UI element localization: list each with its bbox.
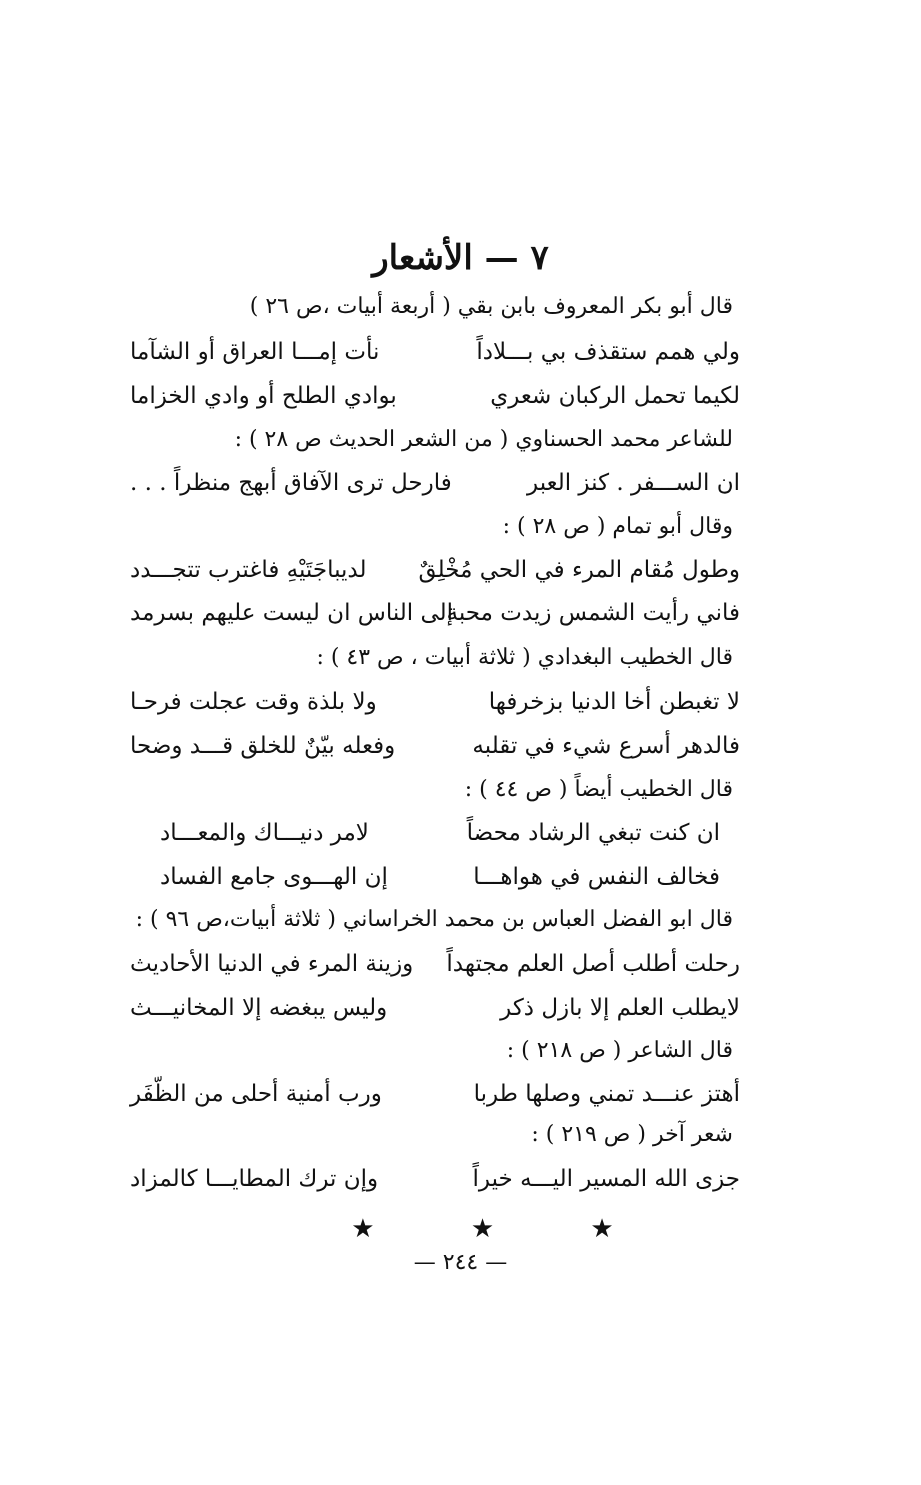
verse-first-hemistich: فخالف النفس في هواهـــا <box>473 864 720 890</box>
verse-second-hemistich: إلى الناس ان ليست عليهم بسرمد <box>130 600 454 626</box>
verse-line <box>130 689 740 725</box>
verse-line <box>130 339 740 375</box>
verse-second-hemistich: فارحل ترى الآفاق أبهج منظراً . . . <box>130 470 452 496</box>
verse-second-hemistich: لديباجَتَيْهِ فاغترب تتجـــدد <box>130 557 367 583</box>
verse-second-hemistich: إن الهـــوى جامع الفساد <box>160 864 388 890</box>
intro-line: قال الشاعر ( ص ٢١٨ ) : <box>506 1038 733 1063</box>
verse-second-hemistich: بوادي الطلح أو وادي الخزاما <box>130 383 397 409</box>
verse-first-hemistich: فالدهر أسرع شيء في تقلبه <box>472 733 740 759</box>
verse-first-hemistich: لا تغبطن أخا الدنيا بزخرفها <box>488 689 740 715</box>
verse-line <box>130 600 740 636</box>
verse-line <box>130 557 740 593</box>
verse-second-hemistich: وإن ترك المطايـــا كالمزاد <box>130 1166 379 1192</box>
verse-line <box>130 383 740 419</box>
verse-first-hemistich: ولي همم ستقذف بي بـــلاداً <box>476 339 740 365</box>
verse-line <box>160 820 720 856</box>
page-number: — ٢٤٤ — <box>413 1250 508 1275</box>
intro-line: قال الخطيب أيضاً ( ص ٤٤ ) : <box>464 777 733 802</box>
verse-first-hemistich: لايطلب العلم إلا بازل ذكر <box>500 995 740 1021</box>
verse-second-hemistich: نأت إمـــا العراق أو الشآما <box>130 339 380 365</box>
section-heading: ٧ — الأشعار <box>372 238 549 278</box>
intro-line: للشاعر محمد الحسناوي ( من الشعر الحديث ص ٢٨ ) : <box>234 427 733 452</box>
verse-second-hemistich: وليس يبغضه إلا المخانيـــث <box>130 995 388 1021</box>
verse-second-hemistich: لامر دنيـــاك والمعـــاد <box>160 820 369 846</box>
verse-second-hemistich: ولا بلذة وقت عجلت فرحـا <box>130 689 377 715</box>
verse-line <box>130 1081 740 1117</box>
verse-line <box>130 995 740 1031</box>
verse-second-hemistich: وفعله بيّنٌ للخلق قـــد وضحا <box>130 733 396 759</box>
verse-line <box>130 1166 740 1202</box>
intro-line: قال أبو بكر المعروف بابن بقي ( أربعة أبيات ،ص ٢٦ ) <box>249 294 733 319</box>
intro-line: قال الخطيب البغدادي ( ثلاثة أبيات ، ص ٤٣ ) : <box>316 645 733 670</box>
verse-line <box>130 470 740 506</box>
verse-line <box>130 951 740 987</box>
verse-first-hemistich: أهتز عنـــد تمني وصلها طربا <box>473 1081 740 1107</box>
verse-second-hemistich: ورب أمنية أحلى من الظّفَر <box>130 1081 382 1107</box>
verse-first-hemistich: ان كنت تبغي الرشاد محضاً <box>466 820 720 846</box>
verse-first-hemistich: لكيما تحمل الركبان شعري <box>490 383 740 409</box>
intro-line: وقال أبو تمام ( ص ٢٨ ) : <box>502 514 733 539</box>
verse-first-hemistich: وطول مُقام المرء في الحي مُخْلِقٌ <box>418 557 740 583</box>
section-end-stars: ★ ★ ★ <box>351 1214 658 1244</box>
intro-line: قال ابو الفضل العباس بن محمد الخراساني ( ثلاثة أبيات،ص ٩٦ ) : <box>135 907 733 932</box>
verse-first-hemistich: رحلت أطلب أصل العلم مجتهداً <box>446 951 740 977</box>
verse-first-hemistich: جزى الله المسير اليـــه خيراً <box>472 1166 740 1192</box>
verse-line <box>160 864 720 900</box>
verse-second-hemistich: وزينة المرء في الدنيا الأحاديث <box>130 951 414 977</box>
verse-first-hemistich: ان الســـفر . كنز العبر <box>527 470 740 496</box>
verse-first-hemistich: فاني رأيت الشمس زيدت محبة <box>446 600 740 626</box>
verse-line <box>130 733 740 769</box>
intro-line: شعر آخر ( ص ٢١٩ ) : <box>531 1122 733 1147</box>
